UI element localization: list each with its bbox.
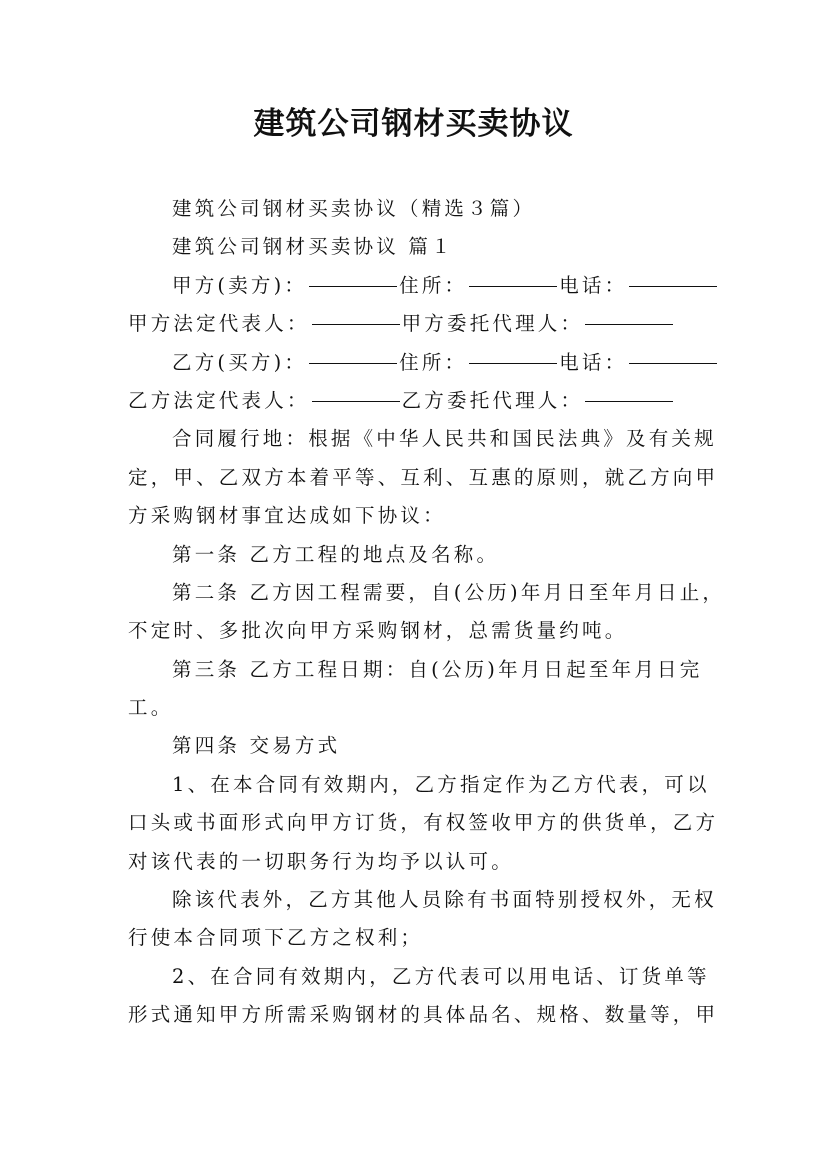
- paragraph-line: 1、在本合同有效期内，乙方指定作为乙方代表，可以: [172, 772, 710, 796]
- paragraph-line: 对该代表的一切职务行为均予以认可。: [128, 849, 514, 873]
- paragraph-line: 建筑公司钢材买卖协议 篇１: [172, 235, 454, 259]
- fill-blank: [585, 400, 673, 402]
- paragraph-line: 合同履行地：根据《中华人民共和国民法典》及有关规: [172, 427, 717, 451]
- fill-blank: [469, 285, 557, 287]
- paragraph-line: 第三条 乙方工程日期：自(公历)年月日起至年月日完: [172, 657, 703, 681]
- fill-blank: [309, 362, 397, 364]
- party-b-label: 乙方(买方)：: [172, 350, 308, 374]
- fill-blank: [629, 362, 717, 364]
- paragraph-line: 方采购钢材事宜达成如下协议：: [128, 504, 446, 528]
- paragraph-line: 2、在合同有效期内，乙方代表可以用电话、订货单等: [172, 964, 710, 988]
- paragraph-line: 建筑公司钢材买卖协议（精选３篇）: [172, 197, 536, 220]
- fill-blank: [312, 400, 400, 402]
- fill-blank: [309, 285, 397, 287]
- paragraph-line: 除该代表外，乙方其他人员除有书面特别授权外，无权: [172, 888, 717, 912]
- paragraph-line: 形式通知甲方所需采购钢材的具体品名、规格、数量等，甲: [128, 1003, 719, 1027]
- address-label: 住所：: [399, 350, 468, 374]
- party-a-rep-line: [128, 305, 708, 343]
- party-a-line: [128, 267, 708, 305]
- article-heading: 第四条 交易方式: [172, 734, 341, 758]
- fill-blank: [312, 323, 400, 325]
- fill-blank: [469, 362, 557, 364]
- phone-label: 电话：: [559, 350, 628, 374]
- legal-rep-label: 甲方法定代表人：: [128, 312, 310, 336]
- fill-blank: [585, 323, 673, 325]
- paragraph-line: 行使本合同项下乙方之权利；: [128, 926, 424, 950]
- paragraph-line: 口头或书面形式向甲方订货，有权签收甲方的供货单，乙方: [128, 811, 719, 835]
- agent-label: 甲方委托代理人：: [401, 312, 584, 336]
- party-a-label: 甲方(卖方)：: [172, 273, 308, 297]
- party-b-line: [128, 344, 708, 382]
- paragraph-line: 定，甲、乙双方本着平等、互利、互惠的原则，就乙方向甲: [128, 465, 719, 489]
- paragraph-line: 工。: [128, 696, 174, 720]
- fill-blank: [629, 285, 717, 287]
- paragraph-line: 第二条 乙方因工程需要，自(公历)年月日至年月日止，: [172, 580, 726, 604]
- article-heading: 第一条 乙方工程的地点及名称。: [172, 542, 500, 566]
- paragraph-line: 不定时、多批次向甲方采购钢材，总需货量约吨。: [128, 619, 628, 643]
- address-label: 住所：: [399, 273, 468, 297]
- phone-label: 电话：: [559, 273, 628, 297]
- document-body: [128, 190, 726, 1035]
- party-b-rep-line: [128, 382, 708, 420]
- agent-label: 乙方委托代理人：: [401, 388, 584, 412]
- document-title: 建筑公司钢材买卖协议: [253, 106, 574, 142]
- legal-rep-label: 乙方法定代表人：: [128, 388, 310, 412]
